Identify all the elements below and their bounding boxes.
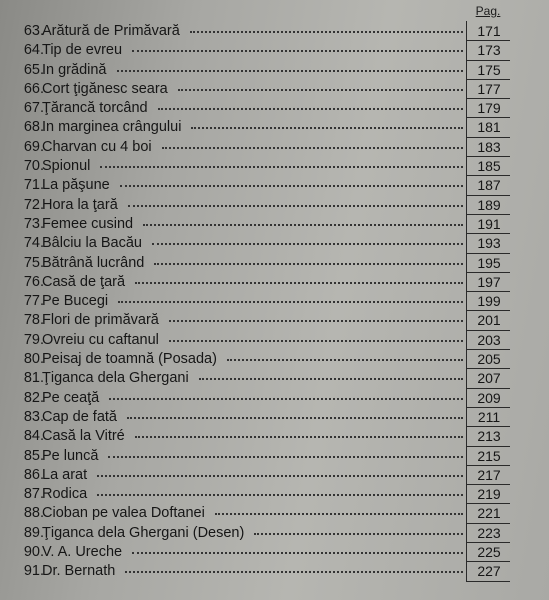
entry-page-number: 213: [477, 428, 501, 445]
entry-number: 84.: [23, 428, 44, 445]
page-column-rule: [466, 484, 467, 505]
dot-leader: [109, 398, 463, 400]
entry-number: 73.: [23, 215, 44, 232]
page-column-rule: [466, 98, 467, 119]
page-column-rule: [466, 40, 467, 61]
entry-page-number: 223: [477, 524, 501, 541]
entry-page-number: 177: [477, 80, 501, 97]
page-column-rule: [466, 291, 467, 312]
entry-page-number: 191: [477, 215, 501, 232]
entry-number: 66.: [23, 80, 44, 97]
entry-title: Casă de ţară: [42, 273, 126, 290]
entry-title: Ţiganca dela Ghergani: [42, 370, 189, 387]
page-column-rule: [466, 195, 467, 216]
entry-title: Femee cusind: [42, 215, 134, 232]
dot-leader: [169, 320, 463, 322]
entry-title: Peisaj de toamnă (Posada): [42, 351, 217, 368]
dot-leader: [162, 147, 463, 149]
page-column-rule: [466, 330, 467, 351]
toc-entry: [0, 118, 549, 137]
entry-page-number: 193: [477, 235, 501, 252]
entry-title: Ţărancă torcând: [42, 100, 148, 117]
toc-entry: [0, 157, 549, 176]
toc-entry: [0, 485, 549, 504]
page-column-rule: [466, 407, 467, 428]
toc-entry: [0, 138, 549, 157]
toc-entry: [0, 254, 549, 273]
page-column-rule: [466, 349, 467, 370]
entry-title: Casă la Vitré: [42, 428, 125, 445]
entry-page-number: 225: [477, 544, 501, 561]
page-column-rule: [466, 156, 467, 177]
entry-number: 81.: [23, 370, 44, 387]
entry-number: 71.: [23, 177, 44, 194]
page-column-rule: [466, 253, 467, 274]
page-cell-rule: [466, 581, 510, 582]
page-column-rule: [466, 175, 467, 196]
entry-page-number: 197: [477, 273, 501, 290]
dot-leader: [227, 359, 463, 361]
entry-number: 85.: [23, 447, 44, 464]
dot-leader: [152, 243, 463, 245]
toc-entry: [0, 292, 549, 311]
toc-entry: [0, 369, 549, 388]
entry-page-number: 203: [477, 331, 501, 348]
dot-leader: [127, 417, 463, 419]
entry-title: V. A. Ureche: [42, 544, 123, 561]
entry-page-number: 175: [477, 61, 501, 78]
entry-title: Cap de fată: [42, 408, 117, 425]
toc-entry: [0, 504, 549, 523]
toc-entry: [0, 427, 549, 446]
entry-title: Ţiganca dela Ghergani (Desen): [42, 524, 245, 541]
page-column-rule: [466, 137, 467, 158]
entry-page-number: 181: [477, 119, 501, 136]
page-column-rule: [466, 426, 467, 447]
toc-entry: [0, 215, 549, 234]
entry-page-number: 173: [477, 42, 501, 59]
page-column-rule: [466, 272, 467, 293]
entry-page-number: 201: [477, 312, 501, 329]
entry-page-number: 171: [477, 23, 501, 39]
entry-page-number: 199: [477, 293, 501, 310]
entry-page-number: 221: [477, 505, 501, 522]
entry-title: Charvan cu 4 boi: [42, 138, 152, 155]
entry-page-number: 187: [477, 177, 501, 194]
entry-page-number: 205: [477, 351, 501, 368]
entry-title: Pe Bucegi: [42, 293, 109, 310]
entry-title: Hora la ţară: [42, 196, 118, 213]
entry-title: In grădină: [42, 61, 107, 78]
entry-page-number: 215: [477, 447, 501, 464]
page-column-rule: [466, 233, 467, 254]
entry-number: 69.: [23, 138, 44, 155]
toc-entry: [0, 273, 549, 292]
entry-number: 83.: [23, 408, 44, 425]
entry-title: Pe luncă: [42, 447, 99, 464]
page-column-rule: [466, 542, 467, 563]
dot-leader: [97, 475, 463, 477]
dot-leader: [158, 108, 463, 110]
page-column-rule: [466, 523, 467, 544]
entry-page-number: 195: [477, 254, 501, 271]
entry-title: Dr. Bernath: [42, 563, 116, 580]
entry-number: 91.: [23, 563, 44, 580]
entry-page-number: 189: [477, 196, 501, 213]
toc-entry: [0, 311, 549, 330]
dot-leader: [143, 224, 463, 226]
entry-title: Bâlciu la Bacău: [42, 235, 142, 252]
entry-number: 88.: [23, 505, 44, 522]
toc-entry: [0, 543, 549, 562]
toc-entry: [0, 466, 549, 485]
entry-number: 89.: [23, 524, 44, 541]
page-column-rule: [466, 310, 467, 331]
entry-title: Ovreiu cu caftanul: [42, 331, 159, 348]
entry-number: 79.: [23, 331, 44, 348]
toc-entry: [0, 331, 549, 350]
page-column-rule: [466, 368, 467, 389]
dot-leader: [191, 127, 463, 129]
dot-leader: [154, 263, 463, 265]
page-column-rule: [466, 79, 467, 100]
toc-entry: [0, 234, 549, 253]
entry-title: Pe ceaţă: [42, 389, 100, 406]
toc-entry: [0, 562, 549, 581]
dot-leader: [132, 552, 463, 554]
entry-title: Flori de primăvară: [42, 312, 159, 329]
dot-leader: [178, 89, 463, 91]
dot-leader: [108, 456, 463, 458]
dot-leader: [125, 571, 463, 573]
page-column-rule: [466, 60, 467, 81]
entry-title: Cort ţigănesc seara: [42, 80, 168, 97]
toc-entry: [0, 99, 549, 118]
dot-leader: [97, 494, 463, 496]
table-of-contents: [0, 22, 549, 582]
toc-entry: [0, 524, 549, 543]
page-column-rule: [466, 388, 467, 409]
entry-number: 67.: [23, 100, 44, 117]
entry-number: 74.: [23, 235, 44, 252]
toc-entry: [0, 389, 549, 408]
entry-number: 78.: [23, 312, 44, 329]
entry-title: Bătrână lucrând: [42, 254, 145, 271]
dot-leader: [117, 70, 463, 72]
entry-title: Arătură de Primăvară: [42, 23, 180, 39]
toc-entry: [0, 196, 549, 215]
entry-page-number: 207: [477, 370, 501, 387]
dot-leader: [120, 185, 463, 187]
page-column-rule: [466, 465, 467, 486]
dot-leader: [100, 166, 463, 168]
dot-leader: [135, 282, 463, 284]
entry-number: 63.: [23, 23, 44, 39]
entry-page-number: 217: [477, 466, 501, 483]
entry-number: 77.: [23, 293, 44, 310]
entry-page-number: 227: [477, 563, 501, 580]
entry-title: La păşune: [42, 177, 110, 194]
page-column-rule: [466, 21, 467, 42]
page-column-rule: [466, 117, 467, 138]
entry-number: 76.: [23, 273, 44, 290]
toc-entry: [0, 61, 549, 80]
entry-number: 90.: [23, 544, 44, 561]
entry-page-number: 179: [477, 100, 501, 117]
entry-number: 80.: [23, 351, 44, 368]
dot-leader: [254, 533, 463, 535]
toc-entry: [0, 176, 549, 195]
toc-entry: [0, 408, 549, 427]
toc-entry: [0, 41, 549, 60]
dot-leader: [118, 301, 463, 303]
dot-leader: [199, 378, 463, 380]
dot-leader: [128, 205, 463, 207]
dot-leader: [135, 436, 463, 438]
dot-leader: [132, 50, 463, 52]
entry-title: La arat: [42, 466, 88, 483]
entry-number: 82.: [23, 389, 44, 406]
entry-number: 72.: [23, 196, 44, 213]
entry-page-number: 185: [477, 158, 501, 175]
entry-number: 68.: [23, 119, 44, 136]
entry-number: 75.: [23, 254, 44, 271]
entry-number: 86.: [23, 466, 44, 483]
dot-leader: [169, 340, 463, 342]
entry-title: Spionul: [42, 158, 91, 175]
entry-title: Rodica: [42, 486, 88, 503]
entry-page-number: 183: [477, 138, 501, 155]
page-column-rule: [466, 503, 467, 524]
entry-title: In marginea crângului: [42, 119, 182, 136]
entry-number: 87.: [23, 486, 44, 503]
entry-page-number: 209: [477, 389, 501, 406]
entry-page-number: 211: [477, 408, 501, 425]
entry-number: 65.: [23, 61, 44, 78]
page-column-rule: [466, 561, 467, 582]
toc-entry: [0, 447, 549, 466]
toc-entry: [0, 22, 549, 41]
entry-number: 64.: [23, 42, 44, 59]
entry-number: 70.: [23, 158, 44, 175]
entry-page-number: 219: [477, 486, 501, 503]
page-column-rule: [466, 214, 467, 235]
page-column-rule: [466, 446, 467, 467]
page-column-header: Pag.: [475, 4, 501, 18]
dot-leader: [215, 513, 463, 515]
toc-entry: [0, 80, 549, 99]
entry-title: Tip de evreu: [42, 42, 123, 59]
toc-entry: [0, 350, 549, 369]
dot-leader: [190, 31, 463, 33]
entry-title: Cioban pe valea Doftanei: [42, 505, 205, 522]
